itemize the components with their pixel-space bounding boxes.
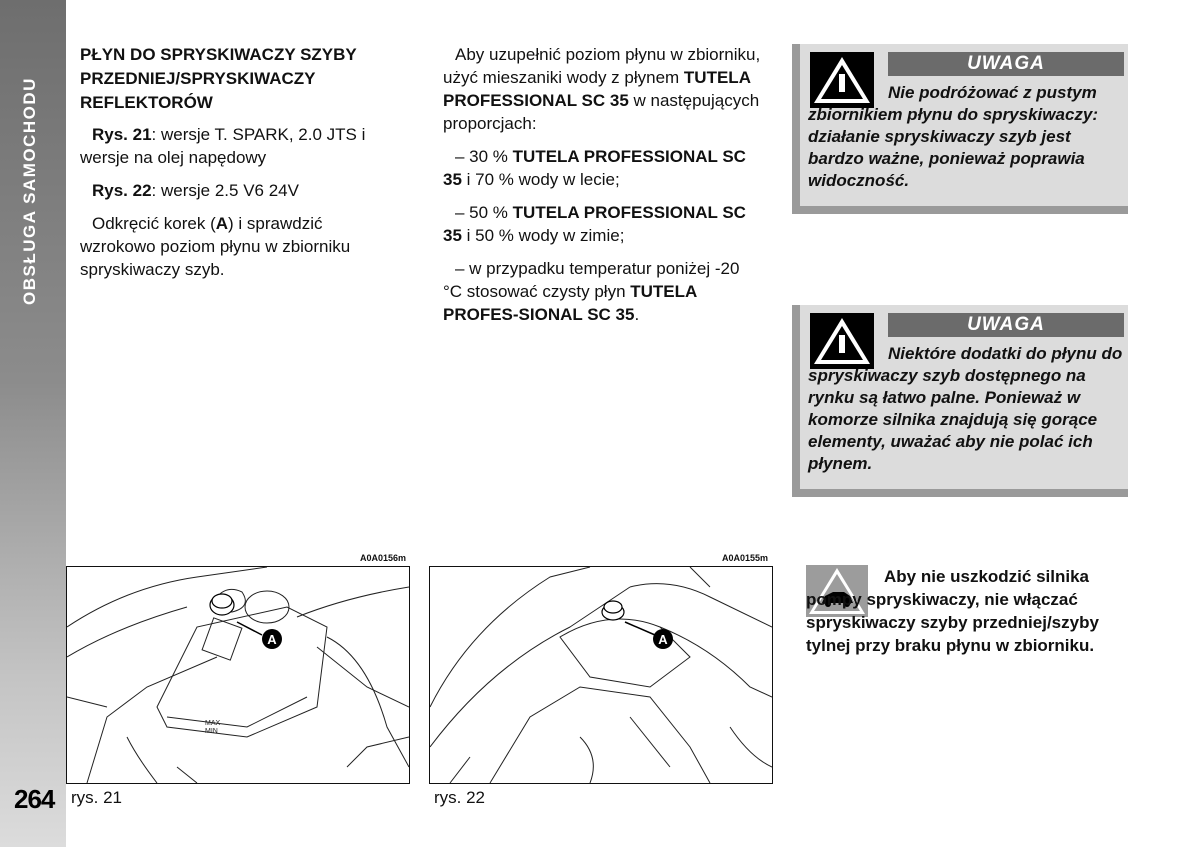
paragraph-text: i 70 % wody w lecie; — [461, 170, 620, 189]
paragraph-text: – w przypadku temperatur poniżej -20 °C stosować czysty płyn — [443, 259, 740, 301]
paragraph-text: : wersje 2.5 V6 24V — [151, 181, 299, 200]
column-2 — [443, 43, 763, 336]
section-title: OBSŁUGA SAMOCHODU — [20, 77, 39, 305]
tank-mark-max: MAX — [205, 720, 221, 727]
warning-box-1 — [792, 44, 1128, 214]
product-name: TUTELA PROFESSIONAL SC 35 — [443, 203, 746, 245]
cap-ref: A — [215, 214, 229, 233]
figure-caption: rys. 21 — [71, 788, 123, 807]
column-1 — [80, 43, 400, 291]
product-name: TUTELA PROFES-SIONAL SC 35 — [443, 282, 697, 324]
paragraph-text: . — [634, 305, 640, 324]
figure-22 — [429, 566, 773, 784]
paragraph-rys21 — [80, 123, 400, 169]
list-item-winter — [443, 201, 763, 247]
page-number: 264 — [14, 784, 55, 814]
box-shadow — [792, 44, 800, 214]
list-item-cold — [443, 257, 763, 326]
caution-note — [806, 565, 1122, 657]
fig-ref: Rys. 21 — [92, 125, 152, 144]
product-name: TUTELA PROFESSIONAL SC 35 — [443, 68, 751, 110]
paragraph-mix — [443, 43, 763, 135]
washer-tank-drawing — [430, 567, 772, 783]
figure-code: A0A0156m — [360, 553, 407, 563]
paragraph-text: ) i sprawdzić wzrokowo poziom płynu w zbiorniku spryskiwaczy szyb. — [80, 214, 351, 279]
callout-label: A — [267, 632, 277, 647]
paragraph-text: – 50 % — [455, 203, 513, 222]
warning-box-2 — [792, 305, 1128, 497]
warning-text: Nie podróżować z pustym zbiornikiem płynu do spryskiwaczy: działanie spryskiwaczy szyb jest bardzo ważne, ponieważ poprawia widoczność. — [808, 83, 1099, 190]
figure-caption: rys. 22 — [434, 788, 486, 807]
paragraph-instructions — [80, 212, 400, 281]
paragraph-text: : wersje T. SPARK, 2.0 JTS i wersje na olej napędowy — [80, 125, 366, 167]
warning-text: Niektóre dodatki do płynu do spryskiwaczy szyb dostępnego na rynku są łatwo palne. Ponieważ w komorze silnika znajdują się gorące elementy, uważać aby nie polać ich płynem. — [808, 344, 1123, 473]
list-item-summer — [443, 145, 763, 191]
caution-text: Aby nie uszkodzić silnika pompy spryskiwaczy, nie włączać spryskiwaczy szyby przedniej/szyby tylnej przy braku płynu w zbiorniku. — [806, 567, 1099, 655]
figure-21 — [66, 566, 410, 784]
sidebar — [0, 0, 66, 847]
warning-title: UWAGA — [888, 313, 1124, 337]
paragraph-text: – 30 % — [455, 147, 513, 166]
section-heading: PŁYN DO SPRYSKIWACZY SZYBY PRZEDNIEJ/SPRYSKIWACZY REFLEKTORÓW — [80, 45, 357, 112]
paragraph-text: w następujących proporcjach: — [443, 91, 760, 133]
tank-mark-min: MIN — [205, 728, 218, 735]
warning-title: UWAGA — [888, 52, 1124, 76]
paragraph-rys22 — [80, 179, 400, 202]
box-shadow — [792, 305, 800, 497]
box-shadow — [792, 206, 1128, 214]
product-name: TUTELA PROFESSIONAL SC 35 — [443, 147, 746, 189]
warning-content — [800, 44, 1128, 206]
callout-label: A — [658, 632, 668, 647]
paragraph-text: i 50 % wody w zimie; — [461, 226, 625, 245]
paragraph-text: Aby uzupełnić poziom płynu w zbiorniku, użyć mieszaniki wody z płynem — [443, 45, 761, 87]
box-shadow — [792, 489, 1128, 497]
warning-content — [800, 305, 1128, 489]
washer-tank-drawing — [67, 567, 409, 783]
figure-code: A0A0155m — [722, 553, 769, 563]
paragraph-text: Odkręcić korek ( — [92, 214, 216, 233]
fig-ref: Rys. 22 — [92, 181, 152, 200]
